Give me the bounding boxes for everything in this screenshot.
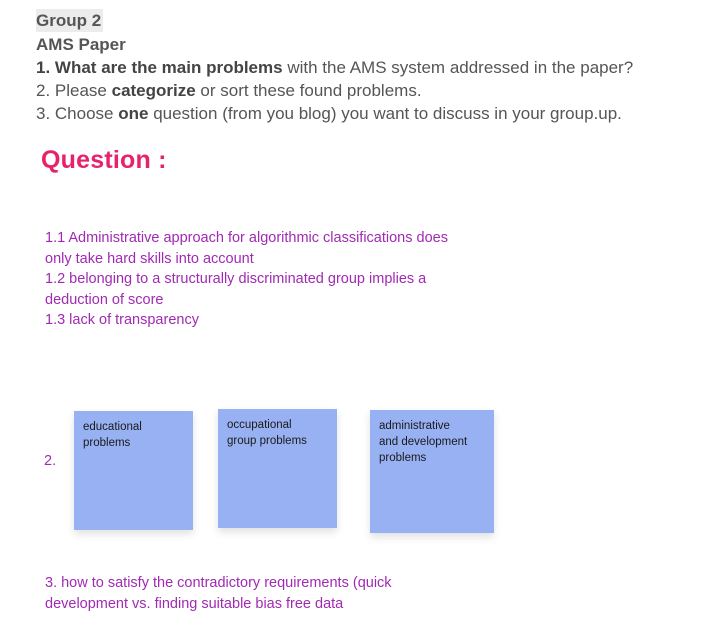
sticky-note-occupational[interactable] <box>218 409 337 528</box>
question-3 <box>36 102 633 125</box>
answer-2-number: 2. <box>44 453 57 469</box>
question-heading: Question : <box>41 146 167 174</box>
question-1-num: 1. <box>36 58 51 77</box>
question-3-bold: one <box>118 104 149 123</box>
question-2-bold: categorize <box>111 81 196 100</box>
sticky-note-text: administrative and development problems <box>379 420 468 464</box>
sticky-note-text: educational problems <box>83 421 142 449</box>
answer-1-line: 1.2 belonging to a structurally discriminated group implies a <box>45 271 427 287</box>
question-3-rest: question (from you blog) you want to discuss in your group.up. <box>148 104 622 123</box>
question-3-pre: 3. Choose <box>36 104 119 123</box>
answer-1-line: only take hard skills into account <box>45 250 254 267</box>
question-1-bold: What are the main problems <box>54 58 283 77</box>
header <box>36 9 633 125</box>
question-2-pre: 2. Please <box>36 81 112 100</box>
sticky-note-educational[interactable] <box>74 411 193 530</box>
answers-1-block[interactable] <box>45 228 515 331</box>
sticky-note-text: occupational group problems <box>227 419 307 447</box>
answer-3-block[interactable] <box>45 573 505 614</box>
group-title: Group 2 <box>36 11 102 30</box>
answer-3-line: 3. how to satisfy the contradictory requirements (quick <box>45 575 392 591</box>
question-1-rest: with the AMS system addressed in the paper? <box>282 58 634 77</box>
question-2-rest: or sort these found problems. <box>195 81 422 100</box>
answer-1-line: 1.1 Administrative approach for algorithmic classifications does <box>45 230 448 246</box>
question-1 <box>36 56 633 79</box>
answer-1-line: deduction of score <box>45 291 164 308</box>
answer-3-line: development vs. finding suitable bias free data <box>45 595 344 612</box>
question-2 <box>36 79 633 102</box>
paper-title: AMS Paper <box>36 35 126 54</box>
sticky-note-administrative[interactable] <box>370 410 494 533</box>
answer-1-line: 1.3 lack of transparency <box>45 312 199 328</box>
